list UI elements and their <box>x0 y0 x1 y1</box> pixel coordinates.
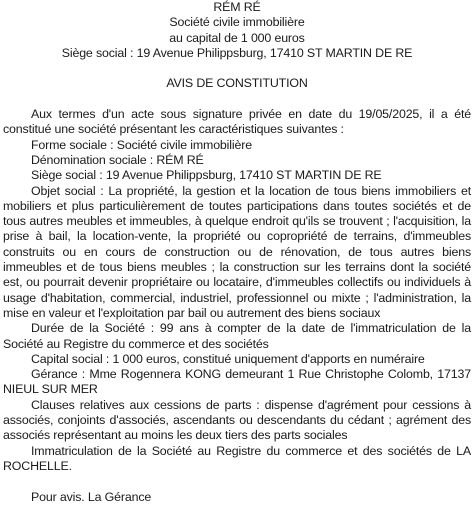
duration-paragraph: Durée de la Société : 99 ans à compter de la date de l'immatriculation de la Société au Registre du commerce et des sociétés <box>3 321 471 351</box>
notice-title: AVIS DE CONSTITUTION <box>166 76 308 91</box>
share-capital-line: Capital social : 1 000 euros, constitué uniquement d'apports en numéraire <box>31 351 425 366</box>
signature-line: Pour avis. La Gérance <box>31 489 152 504</box>
corporate-purpose-paragraph: Objet social : La propriété, la gestion et la location de tous biens immobiliers et mobiliers et plus particulièrement de toutes participations dans toutes sociétés et de tous autres meubles et immeubles, à quelque endroit qu'ils se trouvent ; l'acquisition, la prise à bail, la location-vente, la propriété ou copropriété de terrains, d'immeubles construits ou en cours de construction ou de rénovation, de tous autres biens immeubles et de tous biens meubles ; la construction sur les terrains dont la société est, ou pourrait devenir propriétaire ou locataire, d'immeubles collectifs ou individuels à usage d'habitation, commercial, industriel, professionnel ou mixte ; l'administration, la mise en valeur et l'exploitation par bail ou autrement des biens sociaux <box>3 183 471 320</box>
company-type: Société civile immobilière <box>169 15 305 30</box>
share-transfer-paragraph: Clauses relatives aux cessions de parts : dispense d'agrément pour cessions à associés, conjoints d'associés, ascendants ou descendants du cédant ; agrément des associés représentant au moins les deux tiers des parts sociales <box>3 397 471 443</box>
head-office-line: Siège social : 19 Avenue Philippsburg, 17410 ST MARTIN DE RE <box>31 168 382 183</box>
company-name: RÉM RÉ <box>213 0 261 14</box>
company-capital: au capital de 1 000 euros <box>169 30 305 45</box>
spacer <box>3 474 471 489</box>
company-denomination-line: Dénomination sociale : RÉM RÉ <box>31 152 204 167</box>
registration-paragraph: Immatriculation de la Société au Registre du commerce et des sociétés de LA ROCHELLE. <box>3 443 471 473</box>
spacer <box>3 61 471 76</box>
intro-paragraph: Aux termes d'un acte sous signature privée en date du 19/05/2025, il a été constitué une société présentant les caractéristiques suivantes : <box>3 107 471 137</box>
company-head-office: Siège social : 19 Avenue Philippsburg, 17410 ST MARTIN DE RE <box>61 45 413 60</box>
legal-form-line: Forme sociale : Société civile immobilière <box>31 137 252 152</box>
spacer <box>3 92 471 107</box>
management-paragraph: Gérance : Mme Rogennera KONG demeurant 1 Rue Christophe Colomb, 17137 NIEUL SUR MER <box>3 367 471 397</box>
legal-notice <box>3 0 471 505</box>
